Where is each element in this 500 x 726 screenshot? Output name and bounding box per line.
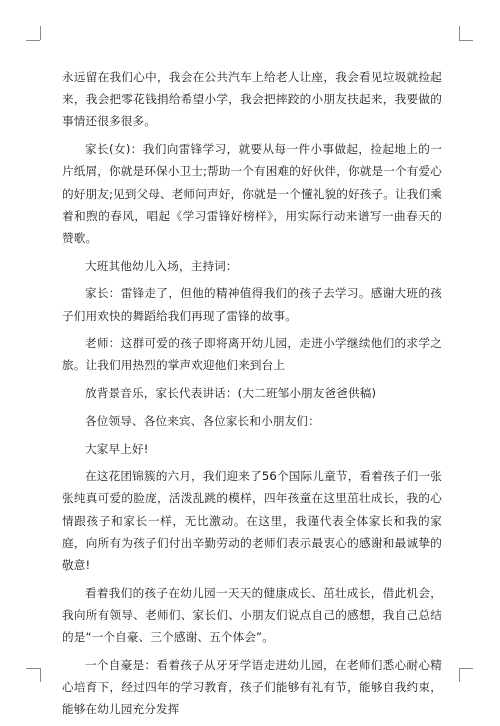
crop-mark-bottom-left-v [40, 668, 41, 682]
paragraph: 家长：雷锋走了，但他的精神值得我们的孩子去学习。感谢大班的孩子们用欢快的舞蹈给我们再现了雷锋的故事。 [62, 286, 442, 323]
paragraph: 各位领导、各位来宾、各位家长和小朋友们： [85, 413, 320, 428]
paragraph: 家长(女)：我们向雷锋学习，就要从每一件小事做起，捡起地上的一片纸屑，你就是环保小卫士;帮助一个有困难的好伙伴，你就是一个有爱心的好朋友;见到父母、老师问声好，你就是一个懂礼貌的好孩子。让我们乘着和煦的春风，唱起《学习雷锋好榜样》，用实际行动来谱写一曲春天的赞歌。 [62, 142, 442, 245]
document-body [62, 66, 442, 726]
paragraph: 老师：这群可爱的孩子即将离开幼儿园，走进小学继续他们的求学之旅。让我们用热烈的掌声欢迎他们来到台上 [62, 336, 442, 373]
paragraph: 大家早上好! [85, 441, 149, 456]
paragraph: 放背景音乐，家长代表讲话：(大二班邹小朋友爸爸供稿) [85, 386, 377, 401]
crop-mark-top-right-v [459, 26, 460, 40]
paragraph: 看着我们的孩子在幼儿园一天天的健康成长、茁壮成长，借此机会，我向所有领导、老师们、家长们、小朋友们说点自己的感想，我自己总结的是“一个自豪、三个感谢、五个体会”。 [62, 585, 442, 645]
paragraph: 在这花团锦簇的六月，我们迎来了56个国际儿童节，看着孩子们一张张纯真可爱的脸庞，活泼乱跳的模样，四年孩童在这里茁壮成长，我的心情跟孩子和家长一样，无比激动。在这里，我谨代表全体家长和我的家庭，向所有为孩子们付出辛勤劳动的老师们表示最衷心的感谢和最诚挚的敬意! [62, 469, 442, 573]
paragraph: 一个自豪是：看着孩子从牙牙学语走进幼儿园，在老师们悉心耐心精心培育下，经过四年的学习教育，孩子们能够有礼有节，能够自我约束，能够在幼儿园充分发挥 [62, 657, 442, 717]
crop-mark-bottom-right-v [459, 668, 460, 682]
crop-mark-bottom-left-h [26, 668, 40, 669]
crop-mark-bottom-right-h [459, 668, 473, 669]
crop-mark-top-right-h [459, 40, 473, 41]
paragraph: 大班其他幼儿入场，主持词： [85, 258, 238, 273]
crop-mark-top-left-v [40, 26, 41, 40]
crop-mark-top-left-h [26, 40, 40, 41]
paragraph: 永远留在我们心中，我会在公共汽车上给老人让座，我会看见垃圾就捡起来，我会把零花钱捐给希望小学，我会把摔跤的小朋友扶起来，我要做的事情还很多很多。 [62, 70, 442, 129]
